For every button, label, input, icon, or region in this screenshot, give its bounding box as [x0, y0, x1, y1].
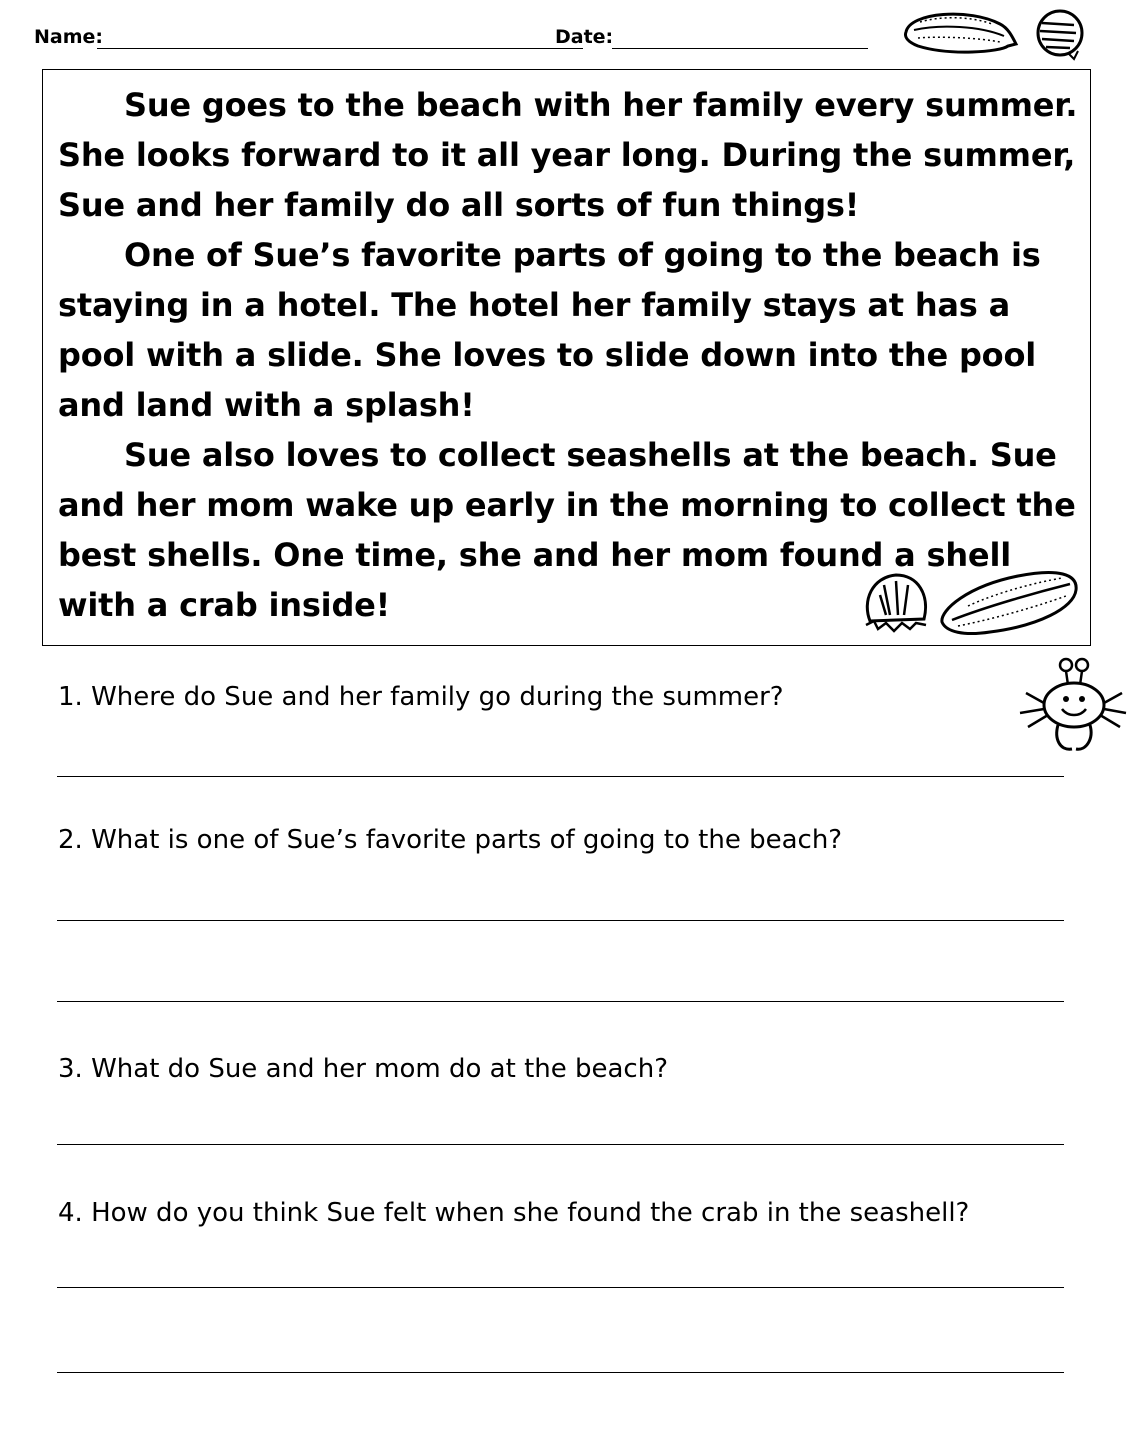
passage-paragraph-1: Sue goes to the beach with her family every summer. She looks forward to it all year long. During the summer, Sue and her family do all sorts of fun things!	[58, 86, 1078, 224]
date-label: Date:	[555, 26, 614, 48]
answer-line-4b[interactable]	[57, 1372, 1064, 1373]
answer-line-3[interactable]	[57, 1144, 1064, 1145]
long-seashell-icon	[938, 566, 1080, 638]
question-3: 3. What do Sue and her mom do at the beach?	[58, 1054, 669, 1084]
scallop-shell-icon	[860, 571, 932, 637]
crab-icon	[1014, 653, 1130, 755]
question-2: 2. What is one of Sue’s favorite parts of going to the beach?	[58, 825, 843, 855]
answer-line-1[interactable]	[57, 776, 1064, 777]
passage-paragraph-2: One of Sue’s favorite parts of going to the beach is staying in a hotel. The hotel her family stays at has a pool with a slide. She loves to slide down into the pool and land with a splash!	[58, 236, 1041, 424]
date-field[interactable]	[612, 48, 868, 49]
question-4: 4. How do you think Sue felt when she found the crab in the seashell?	[58, 1198, 970, 1228]
name-label: Name:	[34, 26, 104, 48]
reading-passage-box	[42, 69, 1091, 646]
worksheet-header	[34, 22, 854, 52]
question-1: 1. Where do Sue and her family go during the summer?	[58, 682, 784, 712]
answer-line-2a[interactable]	[57, 920, 1064, 921]
scallop-shell-icon	[1034, 7, 1086, 61]
long-seashell-icon	[900, 6, 1020, 56]
answer-line-2b[interactable]	[57, 1001, 1064, 1002]
name-field[interactable]	[97, 48, 583, 49]
answer-line-4a[interactable]	[57, 1287, 1064, 1288]
passage-paragraph-3: Sue also loves to collect seashells at the beach. Sue and her mom wake up early in the morning to collect the best shells. One time, she and her mom found a shell with a crab inside!	[58, 436, 1076, 624]
reading-passage	[58, 80, 1083, 630]
